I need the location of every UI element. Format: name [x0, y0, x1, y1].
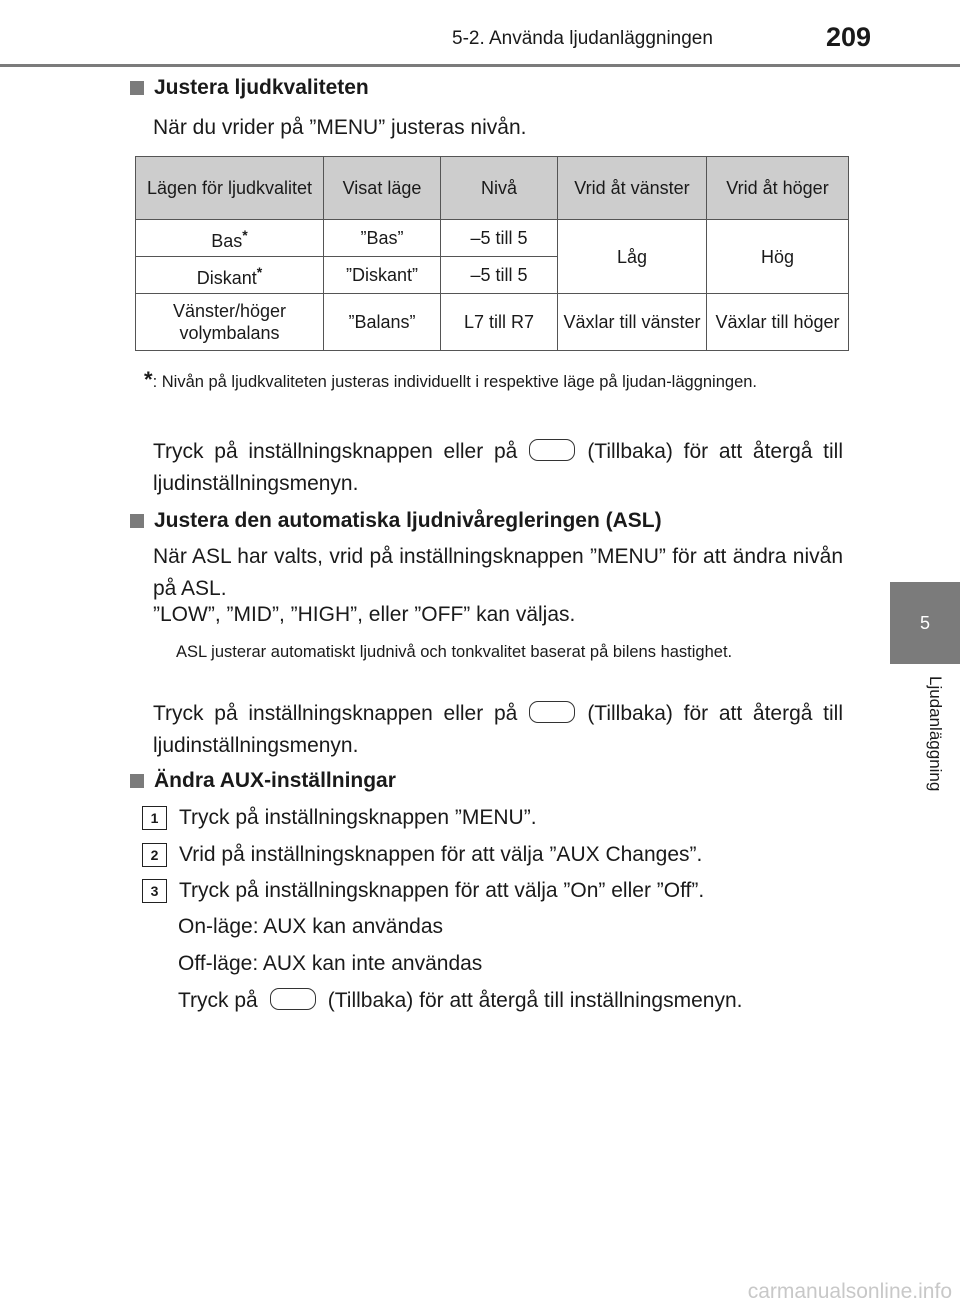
step-number-box: 2 [142, 843, 167, 867]
header-section-title: 5-2. Använda ljudanläggningen [452, 28, 713, 49]
section-heading-aux [130, 769, 396, 793]
page-number: 209 [826, 22, 872, 52]
table-header-row [136, 157, 849, 220]
square-bullet-icon [130, 514, 144, 528]
table-cell-level: –5 till 5 [441, 220, 558, 257]
sound-quality-table [135, 156, 849, 351]
table-cell-mode: Diskant* [136, 257, 324, 294]
table-cell-mode: Bas* [136, 220, 324, 257]
heading-text: Ändra AUX-inställningar [154, 769, 396, 792]
footnote-marker: * [144, 367, 153, 392]
table-header-cell: Vrid åt höger [707, 157, 849, 220]
table-header-cell: Visat läge [324, 157, 441, 220]
table-cell-mode: Vänster/höger volymbalans [136, 294, 324, 351]
step-text: Tryck på inställningsknappen för att välja ”On” eller ”Off”. [179, 879, 705, 902]
table-row [136, 294, 849, 351]
asl-note: ASL justerar automatiskt ljudnivå och tonkvalitet baserat på bilens hastighet. [176, 643, 733, 661]
square-bullet-icon [130, 81, 144, 95]
header-rule [0, 64, 960, 67]
table-header-cell: Lägen för ljudkvalitet [136, 157, 324, 220]
table-cell-left: Växlar till vänster [558, 294, 707, 351]
intro-paragraph: När du vrider på ”MENU” justeras nivån. [153, 116, 527, 139]
heading-text: Justera ljudkvaliteten [154, 76, 369, 99]
step-2 [142, 843, 702, 867]
heading-text: Justera den automatiska ljudnivåregleringen (ASL) [154, 509, 662, 532]
off-mode-text: Off-läge: AUX kan inte användas [178, 952, 483, 975]
section-heading-sound-quality [130, 76, 369, 100]
section-heading-asl [130, 509, 662, 533]
step-text: Vrid på inställningsknappen för att välja ”AUX Changes”. [179, 843, 703, 866]
watermark: carmanualsonline.info [747, 1280, 952, 1303]
on-mode-text: On-läge: AUX kan användas [178, 915, 444, 938]
table-cell-right: Växlar till höger [707, 294, 849, 351]
asl-paragraph-2: ”LOW”, ”MID”, ”HIGH”, eller ”OFF” kan väljas. [153, 603, 576, 626]
chapter-tab[interactable]: 5 [890, 582, 960, 664]
back-instruction-3: Tryck på (Tillbaka) för att återgå till inställningsmenyn. [178, 989, 743, 1012]
table-cell-level: –5 till 5 [441, 257, 558, 294]
back-button-icon [529, 701, 575, 723]
step-1 [142, 806, 537, 830]
chapter-label: Ljudanläggning [926, 676, 945, 792]
step-number-box: 3 [142, 879, 167, 903]
asl-paragraph-1: När ASL har valts, vrid på inställningsknappen ”MENU” för att ändra nivån på ASL. [153, 545, 843, 600]
table-cell-level: L7 till R7 [441, 294, 558, 351]
table-cell-shown: ”Diskant” [324, 257, 441, 294]
back-button-icon [270, 988, 316, 1010]
back-button-icon [529, 439, 575, 461]
square-bullet-icon [130, 774, 144, 788]
table-cell-shown: ”Bas” [324, 220, 441, 257]
table-header-cell: Nivå [441, 157, 558, 220]
step-3 [142, 879, 704, 903]
table-header-cell: Vrid åt vänster [558, 157, 707, 220]
step-number-box: 1 [142, 806, 167, 830]
step-text: Tryck på inställningsknappen ”MENU”. [179, 806, 537, 829]
footnote-text: : Nivån på ljudkvaliteten justeras individuellt i respektive läge på ljudan-läggningen. [152, 373, 758, 391]
table-row [136, 220, 849, 257]
table-footnote [144, 368, 844, 394]
table-cell-shown: ”Balans” [324, 294, 441, 351]
table-cell-left: Låg [558, 220, 707, 294]
table-cell-right: Hög [707, 220, 849, 294]
back-instruction-1: Tryck på inställningsknappen eller på (Tillbaka) för att återgå till ljudinställningsmenyn. [153, 440, 844, 495]
back-instruction-2: Tryck på inställningsknappen eller på (Tillbaka) för att återgå till ljudinställningsmenyn. [153, 702, 844, 757]
